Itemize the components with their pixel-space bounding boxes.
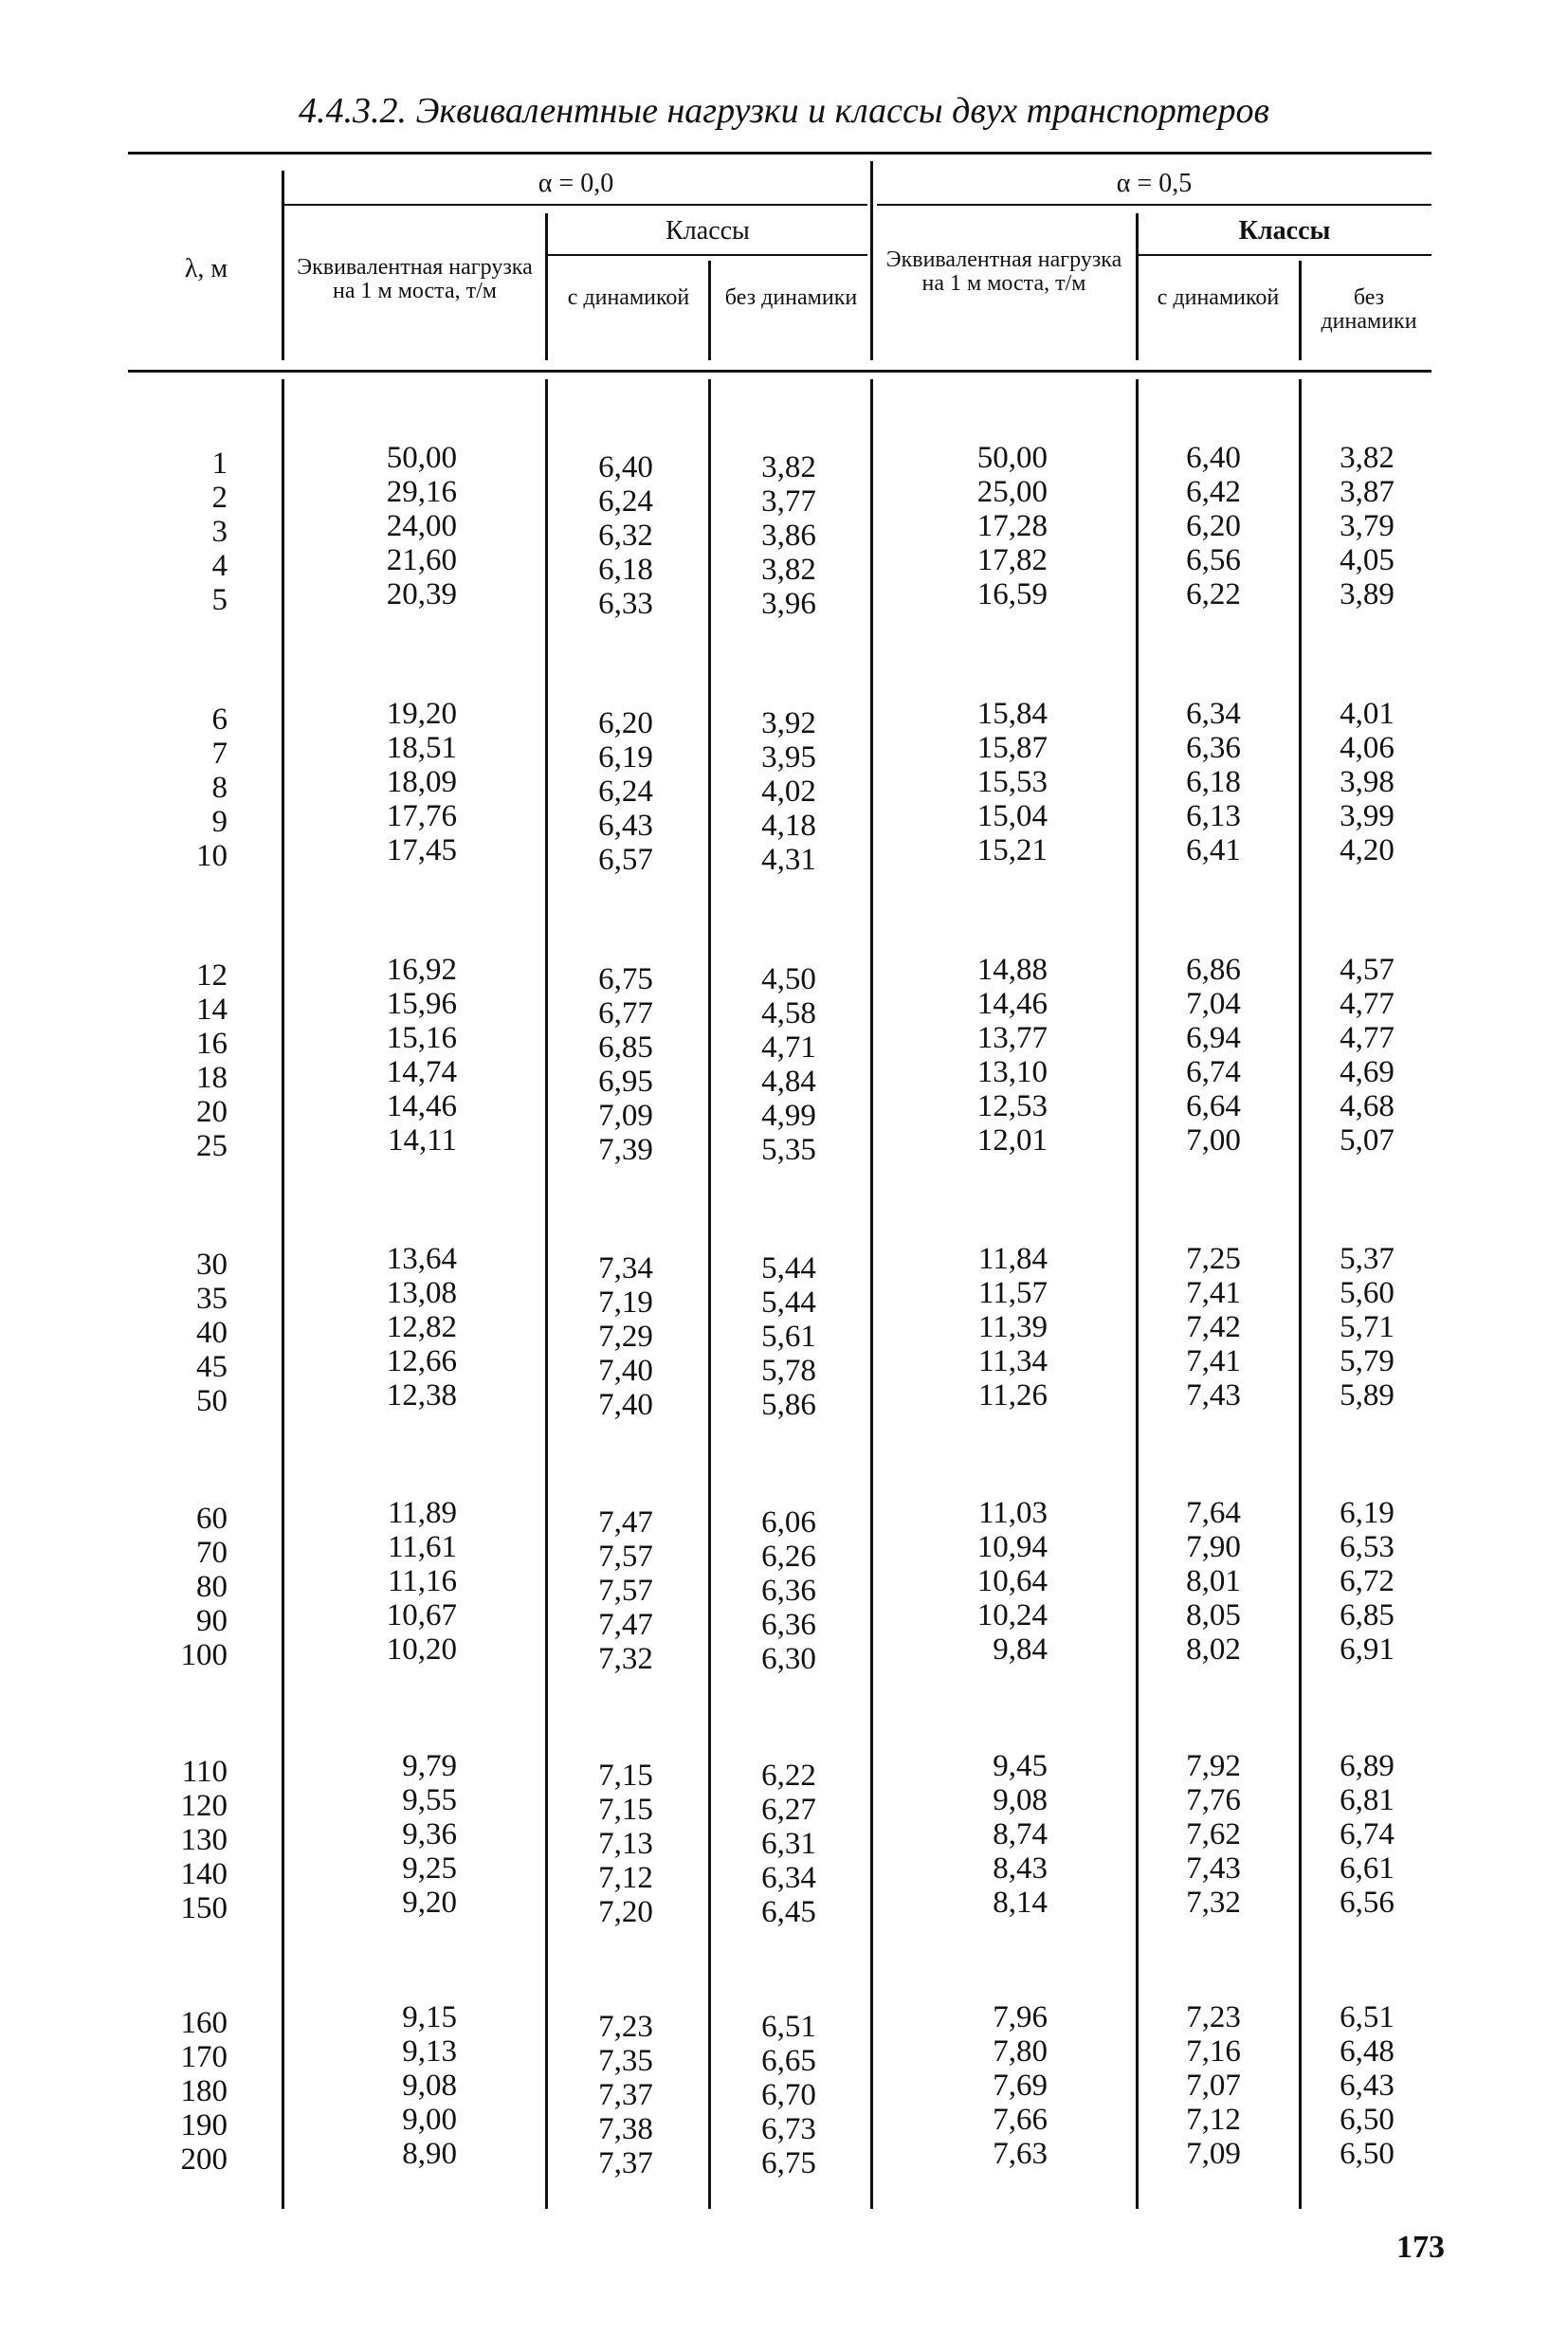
cell-a5-dyn: 6,34 — [1186, 697, 1241, 731]
cell-a0-load: 29,16 — [386, 475, 457, 509]
cell-a0-load: 17,76 — [386, 799, 457, 833]
cell-a5-load: 10,24 — [976, 1598, 1048, 1632]
cell-a0-dyn: 6,18 — [598, 553, 653, 587]
col-divider-lambda-head — [282, 171, 284, 360]
col-divider-alpha — [870, 379, 873, 2209]
cell-a0-load: 12,82 — [386, 1310, 457, 1344]
cell-a0-dyn: 7,15 — [598, 1793, 653, 1827]
cell-a5-dyn: 6,20 — [1186, 509, 1241, 543]
cell-lambda: 120 — [180, 1789, 228, 1823]
cell-a5-load: 8,14 — [993, 1886, 1048, 1920]
cell-a5-nodyn: 6,89 — [1340, 1749, 1395, 1783]
cell-lambda: 50 — [196, 1384, 228, 1418]
cell-a0-nodyn: 6,31 — [761, 1827, 816, 1861]
cell-a5-dyn: 6,18 — [1186, 765, 1241, 799]
cell-a0-load: 11,16 — [387, 1564, 457, 1598]
cell-lambda: 30 — [196, 1248, 228, 1282]
cell-lambda: 9 — [211, 805, 228, 839]
cell-a0-load: 17,45 — [386, 833, 457, 867]
cell-a5-nodyn: 6,43 — [1340, 2069, 1395, 2103]
cell-a5-dyn: 6,13 — [1186, 799, 1241, 833]
cell-a5-load: 11,03 — [977, 1496, 1048, 1530]
col-divider-a0-dyn — [708, 379, 711, 2209]
cell-a5-load: 13,77 — [976, 1021, 1048, 1055]
cell-a5-dyn: 7,62 — [1186, 1817, 1241, 1851]
cell-a0-dyn: 7,57 — [598, 1574, 653, 1608]
cell-a5-dyn: 6,40 — [1186, 441, 1241, 475]
cell-a0-dyn: 6,24 — [598, 775, 653, 809]
cell-a0-dyn: 6,24 — [598, 484, 653, 519]
cell-a5-load: 14,88 — [976, 953, 1048, 987]
cell-lambda: 8 — [211, 771, 228, 805]
cell-a0-dyn: 7,32 — [598, 1642, 653, 1676]
cell-a0-nodyn: 4,58 — [761, 996, 816, 1030]
cell-a0-load: 19,20 — [386, 697, 457, 731]
cell-a5-load: 11,57 — [977, 1276, 1048, 1310]
cell-a0-nodyn: 5,44 — [761, 1285, 816, 1320]
cell-a0-load: 50,00 — [386, 441, 457, 475]
cell-a5-nodyn: 6,19 — [1340, 1496, 1395, 1530]
cell-a5-nodyn: 6,53 — [1340, 1530, 1395, 1564]
header-a0-load: Эквивалентная нагрузка на 1 м моста, т/м — [297, 255, 533, 303]
cell-a0-nodyn: 5,78 — [761, 1354, 816, 1388]
cell-a0-load: 21,60 — [386, 543, 457, 577]
cell-a5-load: 13,10 — [976, 1055, 1048, 1089]
cell-a0-nodyn: 3,96 — [761, 587, 816, 621]
cell-a0-dyn: 7,57 — [598, 1540, 653, 1574]
cell-lambda: 6 — [211, 702, 228, 737]
header-a0-nodyn: без динамики — [724, 285, 858, 310]
cell-a5-nodyn: 3,99 — [1340, 799, 1395, 833]
cell-a0-load: 14,11 — [387, 1123, 457, 1158]
cell-a5-nodyn: 3,79 — [1340, 509, 1395, 543]
cell-a5-nodyn: 3,98 — [1340, 765, 1395, 799]
cell-a5-nodyn: 6,72 — [1340, 1564, 1395, 1598]
cell-a0-dyn: 7,15 — [598, 1759, 653, 1793]
cell-a5-nodyn: 4,05 — [1340, 543, 1395, 577]
cell-a5-load: 7,63 — [993, 2137, 1048, 2171]
cell-a0-nodyn: 6,30 — [761, 1642, 816, 1676]
cell-a0-nodyn: 6,45 — [761, 1895, 816, 1929]
cell-a5-nodyn: 5,89 — [1340, 1378, 1395, 1413]
cell-a0-load: 9,36 — [402, 1817, 457, 1851]
cell-a5-dyn: 6,86 — [1186, 953, 1241, 987]
cell-lambda: 140 — [180, 1857, 228, 1891]
cell-a0-load: 24,00 — [386, 509, 457, 543]
cell-a0-load: 13,64 — [386, 1242, 457, 1276]
cell-a0-nodyn: 6,73 — [761, 2112, 816, 2146]
cell-lambda: 110 — [181, 1755, 228, 1789]
cell-a0-nodyn: 5,86 — [761, 1388, 816, 1422]
cell-a5-nodyn: 3,89 — [1340, 577, 1395, 611]
cell-lambda: 160 — [180, 2006, 228, 2040]
header-a5-nodyn: без динамики — [1321, 285, 1417, 334]
cell-a5-dyn: 7,64 — [1186, 1496, 1241, 1530]
cell-a5-dyn: 7,00 — [1186, 1123, 1241, 1158]
cell-a0-dyn: 7,19 — [598, 1285, 653, 1320]
cell-a0-nodyn: 4,99 — [761, 1099, 816, 1133]
col-divider-a0-load — [545, 379, 548, 2209]
cell-a5-dyn: 7,16 — [1186, 2034, 1241, 2069]
cell-a5-dyn: 8,05 — [1186, 1598, 1241, 1632]
cell-a0-load: 11,61 — [387, 1530, 457, 1564]
classes0-rule — [548, 254, 867, 256]
cell-a5-dyn: 7,92 — [1186, 1749, 1241, 1783]
cell-a5-dyn: 7,23 — [1186, 2000, 1241, 2034]
cell-a5-load: 7,66 — [993, 2103, 1048, 2137]
cell-a0-nodyn: 4,84 — [761, 1065, 816, 1099]
cell-a0-load: 9,13 — [402, 2034, 457, 2069]
cell-a5-nodyn: 6,74 — [1340, 1817, 1395, 1851]
cell-lambda: 14 — [196, 993, 228, 1027]
cell-a0-load: 14,74 — [386, 1055, 457, 1089]
cell-a0-dyn: 7,37 — [598, 2146, 653, 2180]
header-a5-dyn: с динамикой — [1157, 285, 1280, 310]
cell-a0-load: 14,46 — [386, 1089, 457, 1123]
cell-a0-nodyn: 4,50 — [761, 962, 816, 996]
cell-a5-nodyn: 6,61 — [1340, 1851, 1395, 1886]
cell-a5-dyn: 7,42 — [1186, 1310, 1241, 1344]
cell-a0-dyn: 7,20 — [598, 1895, 653, 1929]
cell-a5-nodyn: 6,91 — [1340, 1632, 1395, 1667]
cell-a0-dyn: 6,20 — [598, 706, 653, 740]
header-lambda: λ, м — [184, 254, 228, 283]
cell-a0-nodyn: 4,18 — [761, 809, 816, 843]
cell-a0-dyn: 6,95 — [598, 1065, 653, 1099]
cell-a0-nodyn: 5,61 — [761, 1320, 816, 1354]
cell-a5-load: 9,84 — [993, 1632, 1048, 1667]
cell-a5-load: 12,01 — [976, 1123, 1048, 1158]
cell-a0-dyn: 7,29 — [598, 1320, 653, 1354]
cell-a5-load: 17,28 — [976, 509, 1048, 543]
cell-a5-load: 11,26 — [977, 1378, 1048, 1413]
cell-a5-dyn: 7,25 — [1186, 1242, 1241, 1276]
cell-a0-load: 20,39 — [386, 577, 457, 611]
cell-a5-dyn: 7,41 — [1186, 1276, 1241, 1310]
cell-a0-nodyn: 4,71 — [761, 1030, 816, 1065]
cell-lambda: 40 — [196, 1316, 228, 1350]
cell-a0-load: 15,96 — [386, 987, 457, 1021]
cell-a0-load: 13,08 — [386, 1276, 457, 1310]
cell-lambda: 190 — [180, 2108, 228, 2142]
cell-a0-load: 9,55 — [402, 1783, 457, 1817]
cell-a5-nodyn: 3,87 — [1340, 475, 1395, 509]
cell-lambda: 130 — [180, 1823, 228, 1857]
cell-a0-dyn: 6,85 — [598, 1030, 653, 1065]
cell-a5-nodyn: 5,79 — [1340, 1344, 1395, 1378]
alpha0-rule — [284, 204, 867, 206]
cell-a0-dyn: 7,40 — [598, 1354, 653, 1388]
cell-a0-dyn: 7,34 — [598, 1251, 653, 1285]
cell-a5-load: 11,39 — [977, 1310, 1048, 1344]
cell-a5-load: 7,80 — [993, 2034, 1048, 2069]
cell-a0-nodyn: 6,36 — [761, 1574, 816, 1608]
classes05-rule — [1138, 254, 1431, 256]
cell-a0-load: 9,15 — [402, 2000, 457, 2034]
col-divider-a0-dyn-head — [708, 261, 711, 360]
cell-a0-dyn: 7,35 — [598, 2044, 653, 2078]
cell-lambda: 150 — [180, 1891, 228, 1925]
cell-a5-load: 11,34 — [977, 1344, 1048, 1378]
cell-a5-nodyn: 5,37 — [1340, 1242, 1395, 1276]
cell-a5-load: 10,94 — [976, 1530, 1048, 1564]
cell-a0-nodyn: 6,06 — [761, 1505, 816, 1540]
cell-a0-nodyn: 5,35 — [761, 1133, 816, 1167]
cell-a5-dyn: 7,41 — [1186, 1344, 1241, 1378]
cell-a5-nodyn: 5,71 — [1340, 1310, 1395, 1344]
cell-a5-nodyn: 6,50 — [1340, 2103, 1395, 2137]
cell-a5-nodyn: 3,82 — [1340, 441, 1395, 475]
cell-a0-nodyn: 6,27 — [761, 1793, 816, 1827]
cell-a0-nodyn: 4,31 — [761, 843, 816, 877]
cell-a5-nodyn: 4,77 — [1340, 987, 1395, 1021]
cell-a0-dyn: 6,75 — [598, 962, 653, 996]
cell-a0-nodyn: 5,44 — [761, 1251, 816, 1285]
cell-lambda: 2 — [211, 481, 228, 515]
cell-a5-dyn: 7,07 — [1186, 2069, 1241, 2103]
cell-a0-load: 10,67 — [386, 1598, 457, 1632]
cell-a0-dyn: 7,09 — [598, 1099, 653, 1133]
cell-a5-load: 11,84 — [977, 1242, 1048, 1276]
header-a0-dyn: с динамикой — [567, 285, 690, 310]
cell-a0-load: 9,00 — [402, 2103, 457, 2137]
cell-a5-dyn: 6,64 — [1186, 1089, 1241, 1123]
cell-a5-dyn: 7,76 — [1186, 1783, 1241, 1817]
cell-a5-nodyn: 6,81 — [1340, 1783, 1395, 1817]
cell-a5-dyn: 6,42 — [1186, 475, 1241, 509]
cell-a5-dyn: 6,36 — [1186, 731, 1241, 765]
cell-a0-nodyn: 6,34 — [761, 1861, 816, 1895]
cell-a5-load: 8,74 — [993, 1817, 1048, 1851]
cell-a0-nodyn: 3,82 — [761, 553, 816, 587]
cell-a5-dyn: 7,09 — [1186, 2137, 1241, 2171]
cell-a5-load: 7,69 — [993, 2069, 1048, 2103]
cell-lambda: 170 — [180, 2040, 228, 2074]
cell-lambda: 5 — [211, 583, 228, 617]
alpha05-rule — [877, 204, 1431, 206]
header-a5-classes: Классы — [1238, 216, 1331, 246]
cell-a0-load: 9,20 — [402, 1886, 457, 1920]
cell-lambda: 60 — [196, 1502, 228, 1536]
cell-a5-nodyn: 4,20 — [1340, 833, 1395, 867]
col-divider-a5-load — [1136, 379, 1139, 2209]
cell-a5-nodyn: 4,01 — [1340, 697, 1395, 731]
cell-lambda: 180 — [180, 2074, 228, 2108]
cell-a0-nodyn: 6,75 — [761, 2146, 816, 2180]
cell-a0-dyn: 7,37 — [598, 2078, 653, 2112]
cell-a5-dyn: 6,22 — [1186, 577, 1241, 611]
cell-a0-dyn: 6,19 — [598, 740, 653, 775]
cell-a5-dyn: 6,56 — [1186, 543, 1241, 577]
cell-a0-nodyn: 6,70 — [761, 2078, 816, 2112]
cell-lambda: 12 — [196, 958, 228, 993]
cell-lambda: 90 — [196, 1604, 228, 1638]
cell-a0-nodyn: 3,92 — [761, 706, 816, 740]
cell-a5-load: 15,87 — [976, 731, 1048, 765]
header-alpha05: α = 0,5 — [1116, 169, 1193, 198]
cell-a5-dyn: 6,41 — [1186, 833, 1241, 867]
cell-lambda: 100 — [180, 1638, 228, 1672]
cell-lambda: 18 — [196, 1061, 228, 1095]
cell-a5-load: 9,08 — [993, 1783, 1048, 1817]
cell-a0-dyn: 6,57 — [598, 843, 653, 877]
cell-a5-nodyn: 6,56 — [1340, 1886, 1395, 1920]
cell-a5-load: 15,21 — [976, 833, 1048, 867]
header-a0-classes: Классы — [665, 216, 750, 246]
col-divider-a5-dyn-head — [1299, 261, 1302, 360]
cell-a5-load: 50,00 — [976, 441, 1048, 475]
cell-a0-load: 9,25 — [402, 1851, 457, 1886]
cell-a5-dyn: 7,04 — [1186, 987, 1241, 1021]
cell-a5-load: 15,53 — [976, 765, 1048, 799]
cell-a5-load: 17,82 — [976, 543, 1048, 577]
header-alpha0: α = 0,0 — [538, 169, 614, 198]
cell-a5-dyn: 6,74 — [1186, 1055, 1241, 1089]
cell-lambda: 4 — [211, 549, 228, 583]
cell-a0-nodyn: 4,02 — [761, 775, 816, 809]
cell-a5-nodyn: 4,77 — [1340, 1021, 1395, 1055]
cell-a5-load: 14,46 — [976, 987, 1048, 1021]
cell-a0-dyn: 7,13 — [598, 1827, 653, 1861]
cell-lambda: 35 — [196, 1282, 228, 1316]
header-bottom-rule — [128, 370, 1431, 373]
cell-a0-dyn: 7,38 — [598, 2112, 653, 2146]
cell-a0-nodyn: 3,86 — [761, 519, 816, 553]
cell-a5-dyn: 7,43 — [1186, 1851, 1241, 1886]
cell-a5-nodyn: 4,68 — [1340, 1089, 1395, 1123]
cell-a0-dyn: 7,47 — [598, 1608, 653, 1642]
cell-a5-nodyn: 6,51 — [1340, 2000, 1395, 2034]
cell-a0-nodyn: 3,82 — [761, 450, 816, 484]
cell-a0-dyn: 6,40 — [598, 450, 653, 484]
cell-a0-load: 18,51 — [386, 731, 457, 765]
cell-a0-dyn: 6,77 — [598, 996, 653, 1030]
cell-lambda: 45 — [196, 1350, 228, 1384]
cell-a0-load: 18,09 — [386, 765, 457, 799]
cell-lambda: 20 — [196, 1095, 228, 1129]
cell-a0-nodyn: 6,65 — [761, 2044, 816, 2078]
cell-a5-nodyn: 6,85 — [1340, 1598, 1395, 1632]
col-divider-alpha-head — [870, 161, 873, 360]
cell-a5-load: 12,53 — [976, 1089, 1048, 1123]
page-number: 173 — [1396, 2230, 1445, 2265]
cell-a5-nodyn: 4,57 — [1340, 953, 1395, 987]
cell-a5-dyn: 6,94 — [1186, 1021, 1241, 1055]
cell-lambda: 80 — [196, 1570, 228, 1604]
cell-a0-dyn: 7,39 — [598, 1133, 653, 1167]
cell-lambda: 3 — [211, 515, 228, 549]
cell-a0-nodyn: 6,51 — [761, 2010, 816, 2044]
cell-a5-dyn: 8,02 — [1186, 1632, 1241, 1667]
cell-a0-dyn: 7,23 — [598, 2010, 653, 2044]
cell-a0-load: 9,79 — [402, 1749, 457, 1783]
cell-lambda: 70 — [196, 1536, 228, 1570]
cell-lambda: 200 — [180, 2142, 228, 2177]
cell-a5-nodyn: 4,69 — [1340, 1055, 1395, 1089]
cell-a0-load: 8,90 — [402, 2137, 457, 2171]
cell-a5-nodyn: 6,50 — [1340, 2137, 1395, 2171]
cell-a0-load: 15,16 — [386, 1021, 457, 1055]
cell-a5-nodyn: 4,06 — [1340, 731, 1395, 765]
cell-a0-nodyn: 6,26 — [761, 1540, 816, 1574]
cell-a5-load: 9,45 — [993, 1749, 1048, 1783]
cell-a0-dyn: 6,43 — [598, 809, 653, 843]
cell-a0-load: 12,38 — [386, 1378, 457, 1413]
cell-a0-dyn: 7,12 — [598, 1861, 653, 1895]
col-divider-a5-dyn — [1299, 379, 1302, 2209]
col-divider-lambda — [282, 379, 284, 2209]
cell-a0-load: 11,89 — [387, 1496, 457, 1530]
cell-a5-dyn: 8,01 — [1186, 1564, 1241, 1598]
cell-a0-dyn: 7,40 — [598, 1388, 653, 1422]
cell-a0-load: 10,20 — [386, 1632, 457, 1667]
cell-a5-load: 25,00 — [976, 475, 1048, 509]
cell-a0-load: 16,92 — [386, 953, 457, 987]
cell-a0-nodyn: 6,22 — [761, 1759, 816, 1793]
header-a5-load: Эквивалентная нагрузка на 1 м моста, т/м — [885, 247, 1122, 296]
cell-lambda: 16 — [196, 1027, 228, 1061]
cell-lambda: 7 — [211, 737, 228, 771]
cell-lambda: 10 — [196, 839, 228, 873]
cell-a5-dyn: 7,12 — [1186, 2103, 1241, 2137]
cell-a5-nodyn: 5,07 — [1340, 1123, 1395, 1158]
cell-a5-nodyn: 5,60 — [1340, 1276, 1395, 1310]
cell-a5-load: 8,43 — [993, 1851, 1048, 1886]
cell-a0-dyn: 6,32 — [598, 519, 653, 553]
cell-a5-dyn: 7,32 — [1186, 1886, 1241, 1920]
cell-a0-dyn: 6,33 — [598, 587, 653, 621]
cell-lambda: 25 — [196, 1129, 228, 1163]
cell-lambda: 1 — [211, 447, 228, 481]
cell-a5-dyn: 7,90 — [1186, 1530, 1241, 1564]
cell-a5-load: 15,04 — [976, 799, 1048, 833]
table-title: 4.4.3.2. Эквивалентные нагрузки и классы двух транспортеров — [298, 91, 1270, 131]
cell-a5-dyn: 7,43 — [1186, 1378, 1241, 1413]
cell-a0-load: 9,08 — [402, 2069, 457, 2103]
cell-a5-nodyn: 6,48 — [1340, 2034, 1395, 2069]
cell-a0-dyn: 7,47 — [598, 1505, 653, 1540]
cell-a0-nodyn: 6,36 — [761, 1608, 816, 1642]
cell-a5-load: 7,96 — [993, 2000, 1048, 2034]
cell-a5-load: 15,84 — [976, 697, 1048, 731]
cell-a5-load: 10,64 — [976, 1564, 1048, 1598]
top-rule — [128, 152, 1431, 155]
cell-a0-load: 12,66 — [386, 1344, 457, 1378]
cell-a5-load: 16,59 — [976, 577, 1048, 611]
cell-a0-nodyn: 3,77 — [761, 484, 816, 519]
cell-a0-nodyn: 3,95 — [761, 740, 816, 775]
